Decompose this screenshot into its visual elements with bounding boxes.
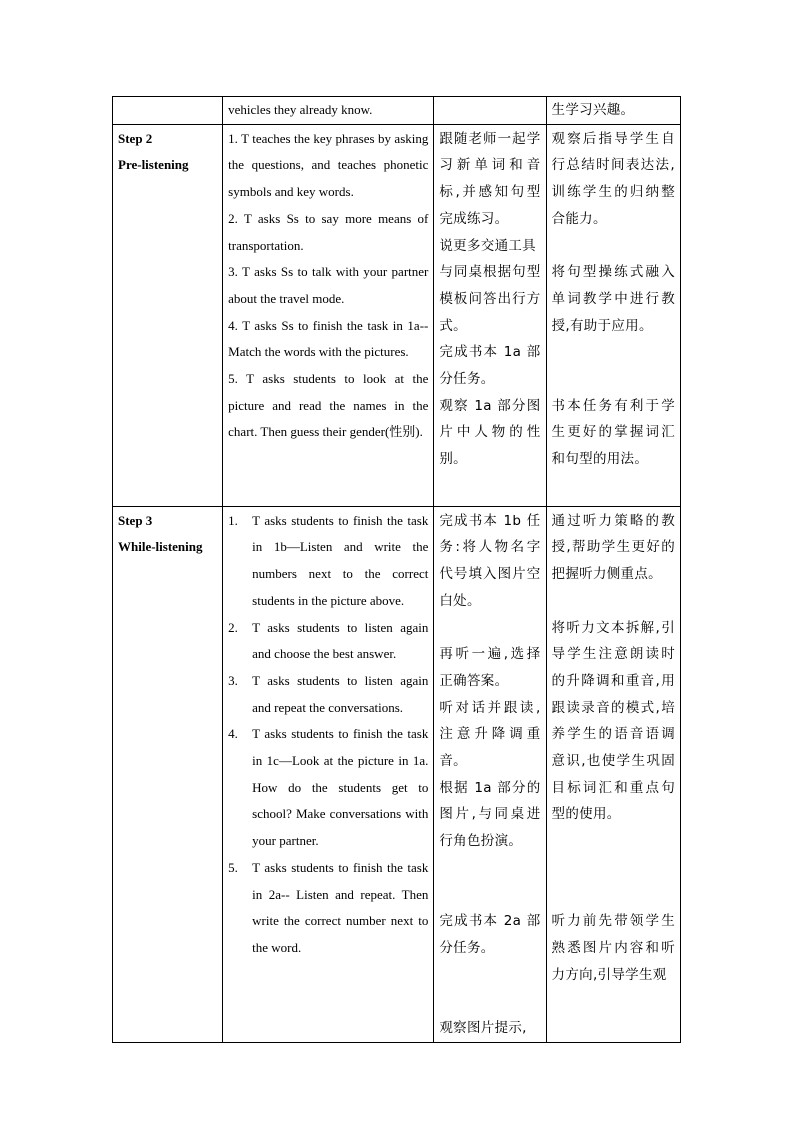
purpose-item: 将听力文本拆解,引导学生注意朗读时的升降调和重音,用跟读录音的模式,培养学生的语音语调意识,也使学生巩固目标词汇和重点句型的使用。 — [551, 619, 675, 823]
table-row-step3 — [113, 506, 681, 1042]
teacher-item: 5. T asks students to look at the picture and read the names in the chart. Then guess their gender(性别). — [228, 371, 429, 440]
purpose-item: 通过听力策略的教授,帮助学生更好的把握听力侧重点。 — [551, 512, 675, 583]
purpose-item: 书本任务有利于学生更好的掌握词汇和句型的用法。 — [551, 397, 675, 468]
purpose-item: 听力前先带领学生熟悉图片内容和听力方向,引导学生观 — [551, 913, 675, 983]
purpose-item: 将句型操练式融入单词教学中进行教授,有助于应用。 — [551, 264, 675, 334]
student-item: 观察 1a 部分图片中人物的性别。 — [439, 397, 541, 468]
purpose-text: 生学习兴趣。 — [551, 102, 635, 118]
student-item: 根据 1a 部分的图片,与同桌进行角色扮演。 — [439, 779, 541, 850]
teacher-activity-cell — [223, 506, 434, 1042]
teacher-activity-cell — [223, 124, 434, 506]
teacher-item: 1. T asks students to finish the task in 1b—Listen and write the numbers next to the correct students in the picture above. — [228, 512, 429, 608]
teacher-text: vehicles they already know. — [228, 102, 373, 117]
table-row — [113, 97, 681, 125]
step-cell — [113, 97, 223, 125]
teacher-item: 2. T asks students to listen again and choose the best answer. — [228, 619, 429, 662]
purpose-item: 观察后指导学生自行总结时间表达法,训练学生的归纳整合能力。 — [551, 130, 675, 227]
teacher-item: 4. T asks students to finish the task in 1c—Look at the picture in 1a. How do the students get to school? Make conversations with your partner. — [228, 726, 429, 849]
student-item: 观察图片提示, — [439, 1019, 527, 1036]
step-subtitle: Pre-listening — [118, 157, 189, 173]
student-item: 完成书本 1a 部分任务。 — [439, 344, 541, 388]
student-item: 完成书本 2a 部分任务。 — [439, 913, 541, 956]
step-subtitle: While-listening — [118, 539, 203, 555]
student-item: 完成书本 1b 任务:将人物名字代号填入图片空白处。 — [439, 512, 541, 609]
student-item: 跟随老师一起学习新单词和音标,并感知句型完成练习。 — [439, 130, 541, 227]
student-activity-cell — [434, 97, 546, 125]
step-cell — [113, 124, 223, 506]
lesson-plan-table — [112, 96, 681, 1043]
purpose-cell — [546, 506, 680, 1042]
teacher-item: 3. T asks students to listen again and repeat the conversations. — [228, 672, 429, 715]
student-item: 与同桌根据句型模板问答出行方式。 — [439, 264, 541, 334]
teacher-item: 3. T asks Ss to talk with your partner about the travel mode. — [228, 264, 429, 306]
student-activity-cell — [434, 124, 546, 506]
teacher-item: 5. T asks students to finish the task in 2a-- Listen and repeat. Then write the correct number next to the word. — [228, 859, 429, 955]
step-cell — [113, 506, 223, 1042]
student-activity-cell — [434, 506, 546, 1042]
purpose-cell — [546, 124, 680, 506]
table-row-step2 — [113, 124, 681, 506]
student-item: 说更多交通工具 — [439, 237, 536, 254]
student-item: 听对话并跟读,注意升降调重音。 — [439, 699, 541, 770]
purpose-cell — [546, 97, 680, 125]
teacher-activity-cell — [223, 97, 434, 125]
teacher-item: 1. T teaches the key phrases by asking the questions, and teaches phonetic symbols and key words. — [228, 130, 429, 200]
step-title: Step 2 — [118, 130, 153, 146]
step-title: Step 3 — [118, 512, 153, 528]
student-item: 再听一遍,选择正确答案。 — [439, 646, 541, 689]
teacher-item: 4. T asks Ss to finish the task in 1a-- Match the words with the pictures. — [228, 317, 429, 360]
teacher-item: 2. T asks Ss to say more means of transportation. — [228, 210, 429, 253]
